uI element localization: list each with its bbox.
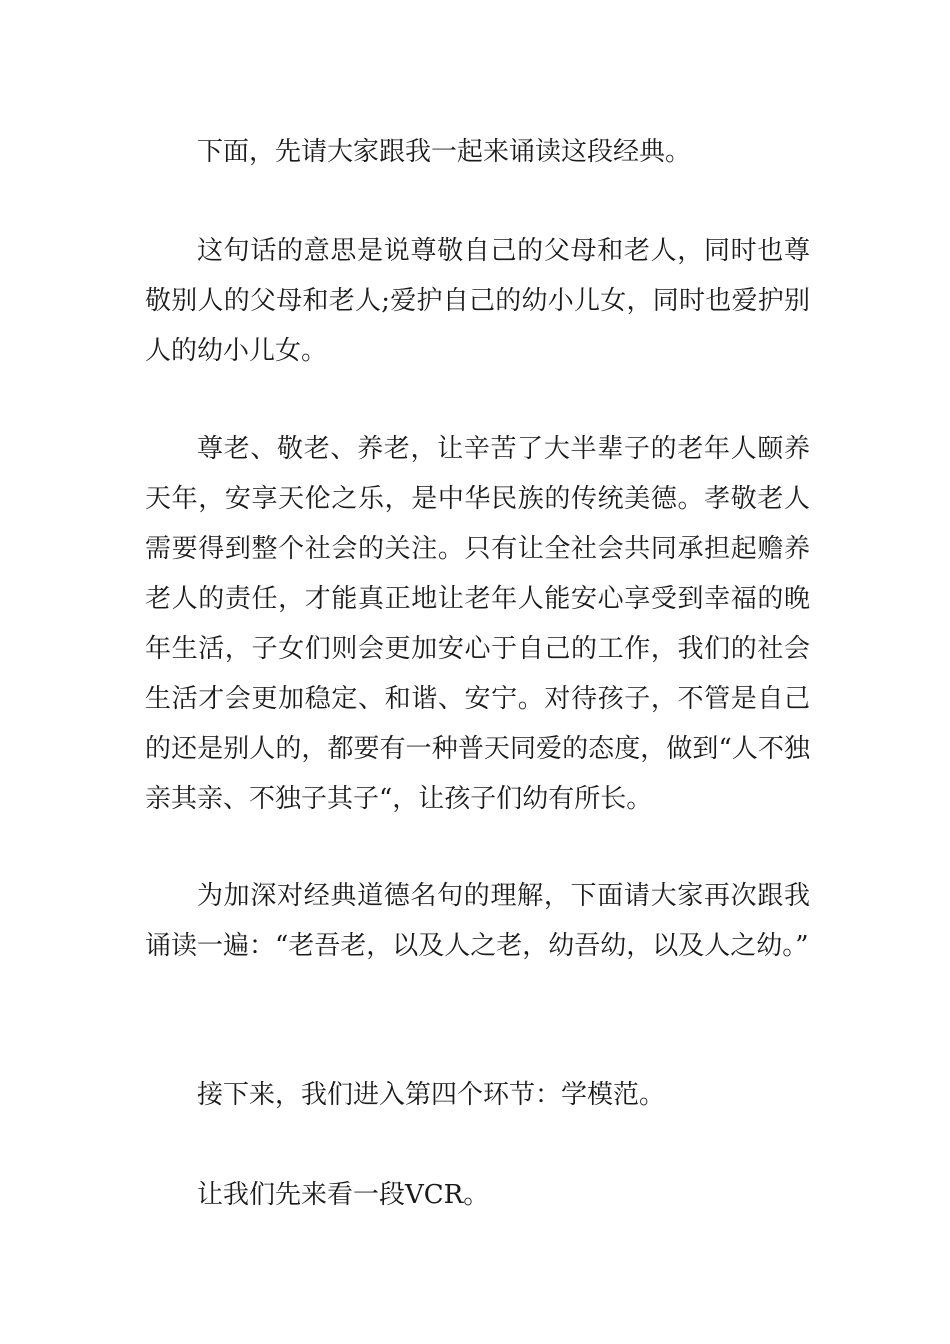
paragraph-recite-again: 为加深对经典道德名句的理解，下面请大家再次跟我诵读一遍：“老吾老，以及人之老，幼吾幼，以及人之幼。”: [145, 881, 810, 961]
paragraph-fourth-section: 接下来，我们进入第四个环节：学模范。: [197, 1080, 666, 1110]
paragraph-vcr: 让我们先来看一段VCR。: [197, 1180, 490, 1210]
paragraph-meaning: 这句话的意思是说尊敬自己的父母和老人，同时也尊敬别人的父母和老人;爱护自己的幼小儿女，同时也爱护别人的幼小儿女。: [145, 236, 810, 366]
paragraph-respect-elders: 尊老、敬老、养老，让辛苦了大半辈子的老年人颐养天年，安享天伦之乐，是中华民族的传统美德。孝敬老人需要得到整个社会的关注。只有让全社会共同承担起赡养老人的责任，才能真正地让老年人能安心享受到幸福的晚年生活，子女们则会更加安心于自己的工作，我们的社会生活才会更加稳定、和谐、安宁。对待孩子，不管是自己的还是别人的，都要有一种普天同爱的态度，做到“人不独亲其亲、不独子其子“，让孩子们幼有所长。: [145, 434, 810, 814]
paragraph-intro: 下面，先请大家跟我一起来诵读这段经典。: [197, 137, 692, 167]
